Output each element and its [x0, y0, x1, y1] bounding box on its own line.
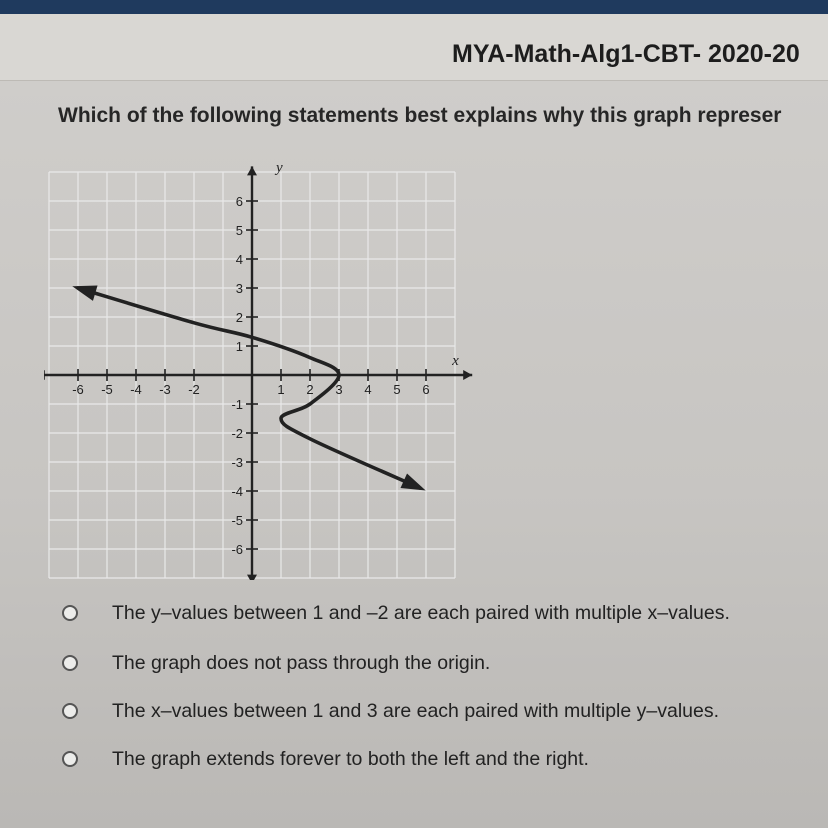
y-tick-label: 2	[235, 310, 243, 325]
y-axis-label: y	[276, 160, 283, 177]
x-axis-arrow-left	[44, 370, 45, 380]
y-tick-label: -3	[231, 455, 243, 470]
top-bar	[0, 0, 828, 14]
curve-arrow-left	[72, 286, 97, 301]
y-tick-label: 3	[235, 281, 243, 296]
y-tick-label: -1	[231, 397, 243, 412]
answer-option-label: The x–values between 1 and 3 are each paired with multiple y–values.	[112, 699, 720, 722]
y-tick-label: -4	[231, 484, 243, 499]
x-tick-label: -6	[72, 382, 84, 397]
radio-button[interactable]	[62, 751, 78, 767]
y-axis-arrow-up	[247, 166, 257, 175]
answer-option-4[interactable]	[62, 742, 828, 776]
axes	[44, 166, 472, 580]
header-bar	[0, 14, 828, 81]
assessment-title: MYA-Math-Alg1-CBT- 2020-20	[452, 40, 800, 68]
curve-arrow-right	[401, 473, 426, 490]
x-tick-label: 5	[393, 382, 401, 397]
radio-button[interactable]	[62, 703, 78, 719]
answer-option-label: The graph extends forever to both the left and the right.	[112, 747, 589, 770]
x-tick-label: -5	[101, 382, 113, 397]
radio-button[interactable]	[62, 655, 78, 671]
x-axis-arrow-right	[463, 370, 472, 380]
y-axis-arrow-down	[247, 575, 257, 580]
y-tick-label: -5	[231, 513, 243, 528]
x-tick-label: -2	[188, 382, 200, 397]
question-text: Which of the following statements best explains why this graph represer	[58, 104, 782, 127]
x-tick-label: -3	[159, 382, 171, 397]
y-tick-label: -6	[231, 542, 243, 557]
x-tick-label: 1	[277, 382, 285, 397]
y-tick-label: 6	[235, 194, 243, 209]
answer-option-3[interactable]	[62, 694, 828, 728]
x-tick-label: -4	[130, 382, 142, 397]
radio-button[interactable]	[62, 605, 78, 621]
y-tick-label: 4	[235, 252, 243, 267]
y-tick-label: 5	[235, 223, 243, 238]
x-tick-label: 3	[335, 382, 343, 397]
x-tick-label: 6	[422, 382, 430, 397]
answer-option-2[interactable]	[62, 646, 828, 680]
answer-option-1[interactable]	[62, 596, 828, 630]
coordinate-graph	[44, 160, 474, 580]
y-tick-label: 1	[235, 339, 243, 354]
answer-option-label: The graph does not pass through the origin.	[112, 651, 491, 674]
y-tick-label: -2	[231, 426, 243, 441]
answer-option-label: The y–values between 1 and –2 are each paired with multiple x–values.	[112, 601, 730, 624]
x-tick-label: 2	[306, 382, 314, 397]
x-axis-label: x	[452, 353, 459, 369]
x-tick-label: 4	[364, 382, 372, 397]
